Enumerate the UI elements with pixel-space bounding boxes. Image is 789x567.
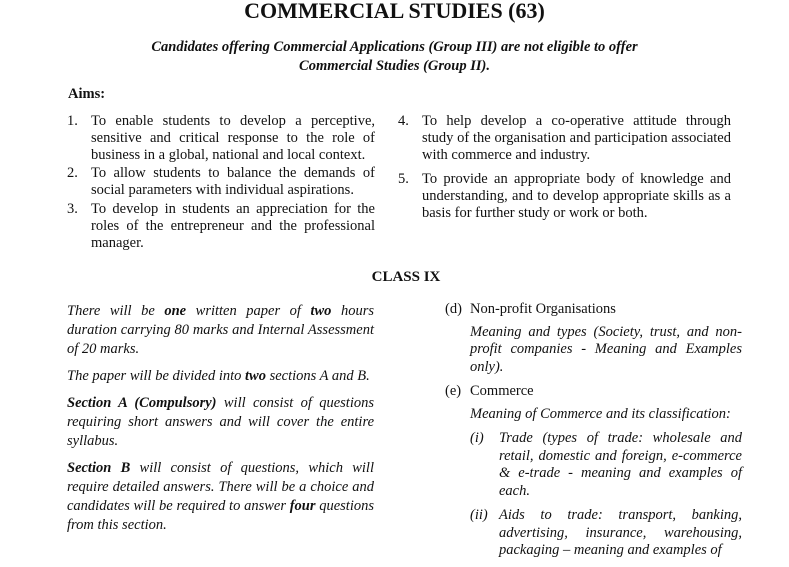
aim-text: To help develop a co-operative attitude through study of the organisation and participation associated with commerce and industry. xyxy=(422,113,731,163)
text-run: hours duration carrying 80 marks and Internal Assessment of 20 marks. xyxy=(67,303,374,357)
topic-description: Meaning and types (Society, trust, and non-profit companies - Meaning and Examples only). xyxy=(470,323,742,375)
text-run: will consist of questions requiring short answers and will cover the entire syllabus. xyxy=(67,395,375,449)
subtopic-label: (ii) xyxy=(470,507,488,523)
emphasis: two xyxy=(245,368,266,384)
aim-text: To enable students to develop a perceptive, sensitive and critical response to the role of business in a global, national and local context. xyxy=(91,113,375,163)
aim-number: 2. xyxy=(67,165,78,182)
aim-number: 4. xyxy=(398,113,409,129)
topic-label: (d) xyxy=(445,301,462,317)
paper-info-paragraph xyxy=(67,394,374,451)
paper-info-paragraph xyxy=(67,459,374,535)
text-run: written paper of xyxy=(186,303,311,319)
text-run: questions from this section. xyxy=(67,498,375,533)
aim-item xyxy=(67,201,375,251)
topic-heading xyxy=(445,383,742,401)
topic-label: (e) xyxy=(445,383,462,399)
subtopic-item xyxy=(470,507,742,560)
aim-text: To provide an appropriate body of knowledge and understanding, and to develop appropriate skills as a basis for further study or work or both. xyxy=(422,171,731,221)
paper-info xyxy=(67,302,374,543)
emphasis: Section B xyxy=(67,460,131,476)
page-title: COMMERCIAL STUDIES (63) xyxy=(244,0,545,23)
aims-heading: Aims: xyxy=(68,86,106,102)
emphasis: Section A (Compulsory) xyxy=(67,395,217,411)
subtopic-item xyxy=(470,430,742,500)
emphasis: one xyxy=(164,303,187,319)
text-run: sections A and B. xyxy=(265,368,370,384)
aim-number: 5. xyxy=(398,171,409,188)
aim-item xyxy=(398,113,731,163)
text-run: There will be xyxy=(67,303,165,319)
eligibility-notice xyxy=(0,38,789,76)
aims-list-left xyxy=(67,113,375,253)
topic-heading xyxy=(445,301,742,319)
paper-info-paragraph xyxy=(67,367,374,386)
text-run: will consist of questions, which will require detailed answers. There will be a choice and candidates will be required to answer xyxy=(67,460,374,514)
text-run: The paper will be divided into xyxy=(67,368,246,384)
aims-list-right xyxy=(398,113,731,230)
notice-line-2: Commercial Studies (Group II). xyxy=(299,58,490,74)
notice-line-1: Candidates offering Commercial Applications (Group III) are not eligible to offer xyxy=(151,39,638,55)
topic-description: Meaning of Commerce and its classification: xyxy=(470,405,731,422)
emphasis: four xyxy=(289,498,316,514)
aim-number: 1. xyxy=(67,113,78,129)
subtopic-text: Aids to trade: transport, banking, advertising, insurance, warehousing, packaging – meaning and examples of xyxy=(499,507,742,558)
aim-item xyxy=(398,171,731,221)
topic-title: Non-profit Organisations xyxy=(470,301,616,317)
emphasis: two xyxy=(310,303,332,319)
paper-info-paragraph xyxy=(67,302,374,359)
aim-item xyxy=(67,165,375,199)
aim-text: To develop in students an appreciation for the roles of the entrepreneur and the professional manager. xyxy=(91,200,375,251)
syllabus-topics xyxy=(445,301,742,567)
aim-text: To allow students to balance the demands of social parameters with individual aspirations. xyxy=(91,165,375,199)
topic-title: Commerce xyxy=(470,383,534,399)
aim-number: 3. xyxy=(67,200,78,217)
subtopic-label: (i) xyxy=(470,430,484,446)
subtopic-text: Trade (types of trade: wholesale and retail, domestic and foreign, e-commerce & e-trade - meaning and examples of each. xyxy=(499,430,742,499)
class-heading: CLASS IX xyxy=(371,269,441,285)
aim-item xyxy=(67,113,375,163)
